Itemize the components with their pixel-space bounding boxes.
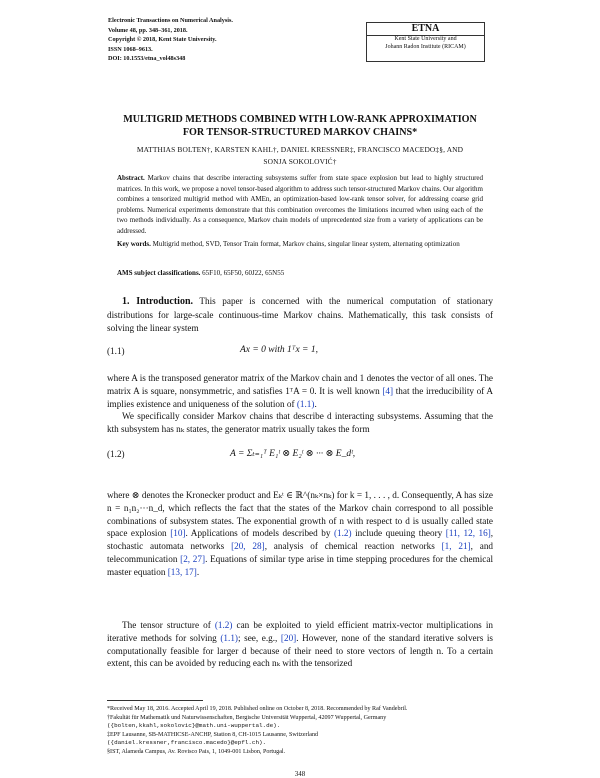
footnotes [107, 705, 493, 757]
intro-paragraph-2 [107, 372, 493, 410]
footnote-divider [107, 700, 203, 701]
journal-info [108, 16, 233, 64]
intro-paragraph-3 [107, 410, 493, 436]
equation-1-1: Ax = 0 with 1ᵀx = 1, [240, 345, 318, 355]
etna-title: ETNA [367, 23, 484, 36]
journal-volume: Volume 48, pp. 348–361, 2018. [108, 26, 188, 34]
title-line-2: FOR TENSOR-STRUCTURED MARKOV CHAINS* [182, 127, 418, 138]
citation-link[interactable]: [4] [382, 385, 394, 396]
equation-1-2: A = Σₜ₌₁ᵀ E₁ᵗ ⊗ E₂ᵗ ⊗ ··· ⊗ E_dᵗ, [230, 449, 356, 459]
footnote-ist: §IST, Alameda Campus, Av. Rovisco Pais, 1, 1049-001 Lisbon, Portugal. [107, 748, 286, 755]
journal-issn: ISSN 1068–9613. [108, 45, 153, 53]
equation-link[interactable]: (1.2) [333, 528, 352, 539]
footnote-received: *Received May 18, 2016. Accepted April 19, 2018. Published online on October 8, 2018. Recommended by Raf Vandebril. [107, 706, 408, 712]
etna-affiliation-2: Johann Radon Institute (RICAM) [385, 43, 466, 50]
citation-link[interactable]: [10] [170, 528, 186, 539]
citation-link[interactable]: [1, 21] [441, 541, 471, 552]
abstract-text: Markov chains that describe interacting subsystems suffer from state space explosion but lead to highly structured matrices. In this work, we propose a novel tensor-based algorithm to address such tensor-structured Markov chains. Our algorithm combines a tensorized multigrid method with AMEn, an optimization-based low-rank tensor solver, for addressing coarse grid problems. Numerical experiments demonstrate that this combination overcomes the limitations incurred when using each of the two methods individually. As a consequence, Markov chain models of unprecedented size from a variety of applications can be addressed. [117, 174, 484, 235]
citation-link[interactable]: [2, 27] [180, 553, 206, 564]
keywords-text: Multigrid method, SVD, Tensor Train format, Markov chains, singular linear system, alternating optimization [152, 240, 460, 248]
footnote-wuppertal-email[interactable]: ({bolten,kkahl,sokolovic}@math.uni-wuppertal.de). [107, 722, 281, 730]
intro-p4-f: , and telecommunication [107, 541, 494, 564]
equation-link[interactable]: (1.2) [214, 620, 233, 630]
intro-p4-b: . Applications of models described by [185, 528, 331, 539]
equation-link[interactable]: (1.1) [296, 398, 315, 409]
intro-p5-b: can be exploited to yield efficient matrix-vector multiplications in iterative methods for solving [107, 620, 493, 643]
citation-link[interactable]: [20, 28] [231, 541, 265, 552]
intro-p5-a: The tensor structure of [122, 620, 211, 630]
intro-p4-c: include queuing theory [355, 528, 443, 539]
citation-link[interactable]: [13, 17] [167, 566, 197, 577]
intro-p2-text: where A is the transposed generator matrix of the Markov chain and 1 denotes the vector of all ones. The matrix A is square, nonsymmetric, and satisfies 1ᵀA = 0. It is well known [107, 373, 493, 396]
author-list [90, 144, 510, 167]
footnote-epfl: ‡EPF Lausanne, SB-MATHICSE-ANCHP, Station 8, CH-1015 Lausanne, Switzerland [107, 731, 319, 738]
intro-p5-d: . However, none of the standard iterative solvers is computationally feasible for larger d because of their need to store vectors of length n. To a certain extent, this can be avoided by reducing each nₖ with the tensorized [107, 632, 493, 669]
ams-text: 65F10, 65F50, 60J22, 65N55 [202, 269, 285, 277]
footnote-epfl-email[interactable]: ({daniel.kressner,francisco.macedo}@epfl.ch). [107, 739, 267, 747]
citation-link[interactable]: [20] [280, 632, 297, 643]
footnote-wuppertal: †Fakultät für Mathematik und Naturwissenschaften, Bergische Universität Wuppertal, 42097 Wuppertal, Germany [107, 714, 387, 721]
equation-link[interactable]: (1.1) [220, 632, 238, 643]
keywords [117, 239, 483, 250]
journal-name: Electronic Transactions on Numerical Analysis. [108, 17, 233, 24]
journal-copyright: Copyright © 2018, Kent State University. [108, 36, 217, 44]
intro-p4-a: where ⊗ denotes the Kronecker product and Eₖᵗ ∈ ℝ^(nₖ×nₖ) for k = 1, . . . , d. Consequently, A has size n = n₁n₂···n_d, which reflects the fact that the states of the Markov chain correspond to all possible combinations of subsystem states. The exponential growth of n with respect to d is usually called state space explosion [107, 490, 493, 539]
intro-p2-end: . [314, 398, 317, 409]
abstract-label: Abstract. [117, 174, 145, 182]
intro-paragraph-4 [107, 489, 493, 579]
intro-paragraph-5 [107, 619, 493, 670]
intro-p4-e: , analysis of chemical reaction networks [264, 541, 435, 552]
intro-p2-text-b: that the irreducibility of A implies existence and uniqueness of the solution of [107, 385, 494, 409]
section-heading: 1. Introduction. [122, 296, 194, 307]
intro-p4-d: , stochastic automata networks [107, 528, 494, 552]
journal-doi: DOI: 10.1553/etna_vol48s348 [108, 55, 186, 63]
etna-logo-box [366, 22, 485, 62]
authors-line-2: SONJA SOKOLOVIĆ† [263, 156, 337, 166]
authors-line-1: MATTHIAS BOLTEN†, KARSTEN KAHL†, DANIEL KRESSNER‡, FRANCISCO MACEDO‡§, AND [136, 145, 464, 154]
intro-p4-g: . Equations of similar type arise in time stepping procedures for the chemical master equation [107, 553, 493, 577]
intro-p1-text: This paper is concerned with the numerical computation of stationary distributions for large-scale continuous-time Markov chains. Mathematically, this task consists of solving the linear system [107, 296, 493, 333]
title-line-1: MULTIGRID METHODS COMBINED WITH LOW-RANK APPROXIMATION [123, 114, 477, 125]
abstract [117, 173, 483, 237]
ams-classifications [117, 268, 483, 279]
intro-paragraph-1 [107, 295, 493, 334]
keywords-label: Key words. [117, 240, 151, 248]
intro-p5-c: ; see, e.g., [237, 632, 278, 643]
equation-number-1-2: (1.2) [107, 449, 125, 459]
citation-link[interactable]: [11, 12, 16] [445, 528, 491, 539]
ams-label: AMS subject classifications. [117, 269, 201, 277]
page-number: 348 [294, 770, 306, 778]
paper-title [90, 113, 510, 139]
intro-p4-h: . [196, 566, 200, 577]
intro-p3-text: We specifically consider Markov chains that describe d interacting subsystems. Assuming that the kth subsystem has nₖ states, the generator matrix usually takes the form [107, 411, 493, 434]
etna-affiliation-1: Kent State University and [394, 36, 457, 42]
equation-number-1-1: (1.1) [107, 346, 125, 356]
